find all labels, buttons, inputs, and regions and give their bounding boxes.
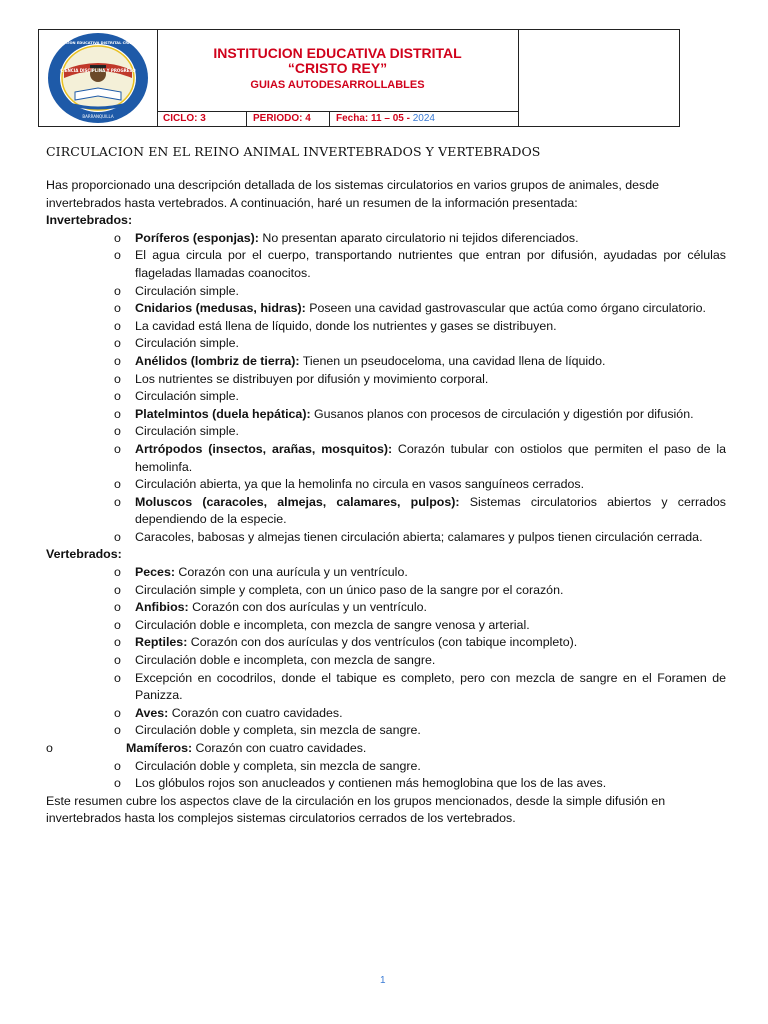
- item-text: Circulación abierta, ya que la hemolinfa no circula en vasos sanguíneos cerrados.: [135, 477, 585, 492]
- logo-band-text: CIENCIA DISCIPLINA Y PROGRESO: [60, 68, 136, 73]
- item-term: Anfibios:: [135, 600, 189, 615]
- document-title: CIRCULACION EN EL REINO ANIMAL INVERTEBRADOS Y VERTEBRADOS: [46, 144, 541, 159]
- bullet-marker: o: [114, 705, 121, 720]
- list-item: [46, 494, 730, 529]
- item-text: Circulación simple.: [135, 283, 239, 298]
- bullet-marker: o: [114, 230, 121, 245]
- fecha-label: Fecha: 11 – 05: [336, 113, 404, 124]
- ciclo-label: CICLO: 3: [163, 113, 206, 124]
- invertebrados-heading: Invertebrados:: [46, 213, 133, 228]
- item-text: Circulación simple.: [135, 336, 239, 351]
- list-item: [46, 775, 726, 793]
- bullet-marker: o: [114, 441, 121, 456]
- list-item: [46, 670, 730, 705]
- school-subname: “CRISTO REY”: [287, 60, 388, 76]
- list-item: [46, 476, 726, 494]
- item-text: Los glóbulos rojos son anucleados y contienen más hemoglobina que los de las aves.: [135, 776, 607, 791]
- bullet-marker: o: [114, 477, 121, 492]
- bullet-marker: o: [114, 248, 121, 263]
- bullet-marker: o: [114, 336, 121, 351]
- list-item: [46, 652, 726, 670]
- list-item: [46, 441, 730, 476]
- item-term: Artrópodos (insectos, arañas, mosquitos):: [135, 441, 393, 456]
- list-item: [46, 722, 726, 740]
- list-item: [46, 335, 726, 353]
- fecha-separator: -: [403, 113, 413, 124]
- item-term: Reptiles:: [135, 635, 188, 650]
- item-text: Circulación doble y completa, sin mezcla de sangre.: [135, 758, 421, 773]
- item-text: El agua circula por el cuerpo, transportando nutrientes que entran por difusión, ayudadas por células flageladas llamadas coanocitos.: [135, 248, 730, 280]
- bullet-marker: o: [114, 371, 121, 386]
- list-item: [46, 740, 726, 758]
- logo-cell: [39, 30, 158, 126]
- item-term: Mamíferos:: [126, 741, 193, 755]
- bullet-marker: o: [114, 723, 121, 738]
- bullet-marker: o: [114, 318, 121, 333]
- document-body: [46, 177, 730, 828]
- school-logo: [39, 30, 157, 126]
- school-name: INSTITUCION EDUCATIVA DISTRITAL: [213, 45, 462, 61]
- item-text: La cavidad está llena de líquido, donde los nutrientes y gases se distribuyen.: [135, 318, 557, 333]
- page-number: 1: [380, 975, 386, 986]
- item-term: Moluscos (caracoles, almejas, calamares, pulpos):: [135, 494, 460, 509]
- item-text: Excepción en cocodrilos, donde el tabique es completo, pero con mezcla de sangre en el Foramen de Panizza.: [135, 670, 730, 703]
- list-item: [46, 230, 726, 248]
- bullet-marker: o: [114, 582, 121, 597]
- vertebrados-heading: Vertebrados:: [46, 547, 122, 562]
- bullet-marker: o: [114, 529, 121, 544]
- bullet-marker: o: [114, 653, 121, 668]
- item-text: Corazón con dos aurículas y dos ventrículos (con tabique incompleto).: [187, 635, 578, 650]
- bullet-marker: o: [114, 353, 121, 368]
- item-text: Corazón con cuatro cavidades.: [192, 741, 367, 755]
- vertebrados-list: [46, 564, 730, 793]
- list-item: [46, 353, 726, 371]
- bullet-marker: o: [114, 758, 121, 773]
- logo-top-text: INSTITUCION EDUCATIVA DISTRITAL CRISTO REY: [49, 41, 147, 45]
- item-text: No presentan aparato circulatorio ni tejidos diferenciados.: [258, 230, 579, 245]
- bullet-marker: o: [114, 670, 121, 685]
- item-text: Circulación simple y completa, con un único paso de la sangre por el corazón.: [135, 582, 564, 597]
- item-text: Tienen un pseudoceloma, una cavidad llena de líquido.: [299, 353, 606, 368]
- logo-bottom-text: BARRANQUILLA: [82, 114, 114, 119]
- list-item: [46, 318, 726, 336]
- bullet-marker: o: [114, 406, 121, 421]
- item-term: Aves:: [135, 705, 169, 720]
- item-term: Peces:: [135, 565, 175, 580]
- fecha-year: 2024: [412, 113, 435, 124]
- item-text: Gusanos planos con procesos de circulación y digestión por difusión.: [310, 406, 694, 421]
- list-item: [46, 406, 726, 424]
- item-term: Cnidarios (medusas, hidras):: [135, 301, 306, 316]
- bullet-marker: o: [114, 494, 121, 509]
- bullet-marker: o: [114, 424, 121, 439]
- item-text: Circulación simple.: [135, 389, 239, 404]
- header-title-cell: [157, 30, 519, 112]
- item-text: Circulación simple.: [135, 424, 239, 439]
- list-item: [46, 423, 726, 441]
- bullet-marker: o: [46, 741, 53, 755]
- bullet-marker: o: [114, 600, 121, 615]
- periodo-label: PERIODO: 4: [253, 113, 311, 124]
- list-item: [46, 634, 726, 652]
- list-item: [46, 705, 726, 723]
- list-item: [46, 758, 726, 776]
- item-text: Corazón tubular con ostiolos que permiten el paso de la hemolinfa.: [135, 441, 730, 474]
- guide-subtitle: GUIAS AUTODESARROLLABLES: [250, 79, 425, 91]
- invertebrados-list: [46, 230, 730, 547]
- list-item: [46, 617, 726, 635]
- item-term: Anélidos (lombriz de tierra):: [135, 353, 300, 368]
- bullet-marker: o: [114, 635, 121, 650]
- list-item: [46, 247, 730, 282]
- item-term: Platelmintos (duela hepática):: [135, 406, 311, 421]
- item-text: Poseen una cavidad gastrovascular que actúa como órgano circulatorio.: [305, 301, 706, 316]
- header-table: [38, 29, 680, 127]
- intro-paragraph: Has proporcionado una descripción detallada de los sistemas circulatorios en varios grupos de animales, desde invertebrados hasta vertebrados. A continuación, haré un resumen de la información presentada:: [46, 178, 659, 210]
- list-item: [46, 529, 726, 547]
- bullet-marker: o: [114, 283, 121, 298]
- bullet-marker: o: [114, 565, 121, 580]
- item-text: Los nutrientes se distribuyen por difusión y movimiento corporal.: [135, 371, 489, 386]
- list-item: [46, 388, 726, 406]
- bullet-marker: o: [114, 776, 121, 791]
- header-info-row: [157, 111, 519, 126]
- item-text: Circulación doble y completa, sin mezcla de sangre.: [135, 723, 421, 738]
- list-item: [46, 283, 726, 301]
- ciclo-cell: [157, 111, 247, 126]
- item-text: Circulación doble e incompleta, con mezcla de sangre venosa y arterial.: [135, 617, 530, 632]
- item-text: Sistemas circulatorios abiertos y cerrados dependiendo de la especie.: [135, 494, 730, 527]
- item-text: Corazón con cuatro cavidades.: [168, 705, 343, 720]
- list-item: [46, 371, 726, 389]
- list-item: [46, 599, 726, 617]
- conclusion-paragraph: Este resumen cubre los aspectos clave de la circulación en los grupos mencionados, desde la simple difusión en invertebrados hasta los complejos sistemas circulatorios cerrados de los vertebrados.: [46, 793, 666, 826]
- list-item: [46, 300, 726, 318]
- header-right-cell: [518, 30, 679, 126]
- item-term: Poríferos (esponjas):: [135, 230, 259, 245]
- item-text: Corazón con dos aurículas y un ventrículo.: [188, 600, 427, 615]
- bullet-marker: o: [114, 301, 121, 316]
- bullet-marker: o: [114, 617, 121, 632]
- fecha-cell: [330, 111, 518, 126]
- item-text: Caracoles, babosas y almejas tienen circulación abierta; calamares y pulpos tienen circulación cerrada.: [135, 529, 703, 544]
- item-text: Corazón con una aurícula y un ventrículo.: [174, 565, 408, 580]
- bullet-marker: o: [114, 389, 121, 404]
- list-item: [46, 582, 726, 600]
- list-item: [46, 564, 726, 582]
- item-text: Circulación doble e incompleta, con mezcla de sangre.: [135, 653, 436, 668]
- periodo-cell: [247, 111, 330, 126]
